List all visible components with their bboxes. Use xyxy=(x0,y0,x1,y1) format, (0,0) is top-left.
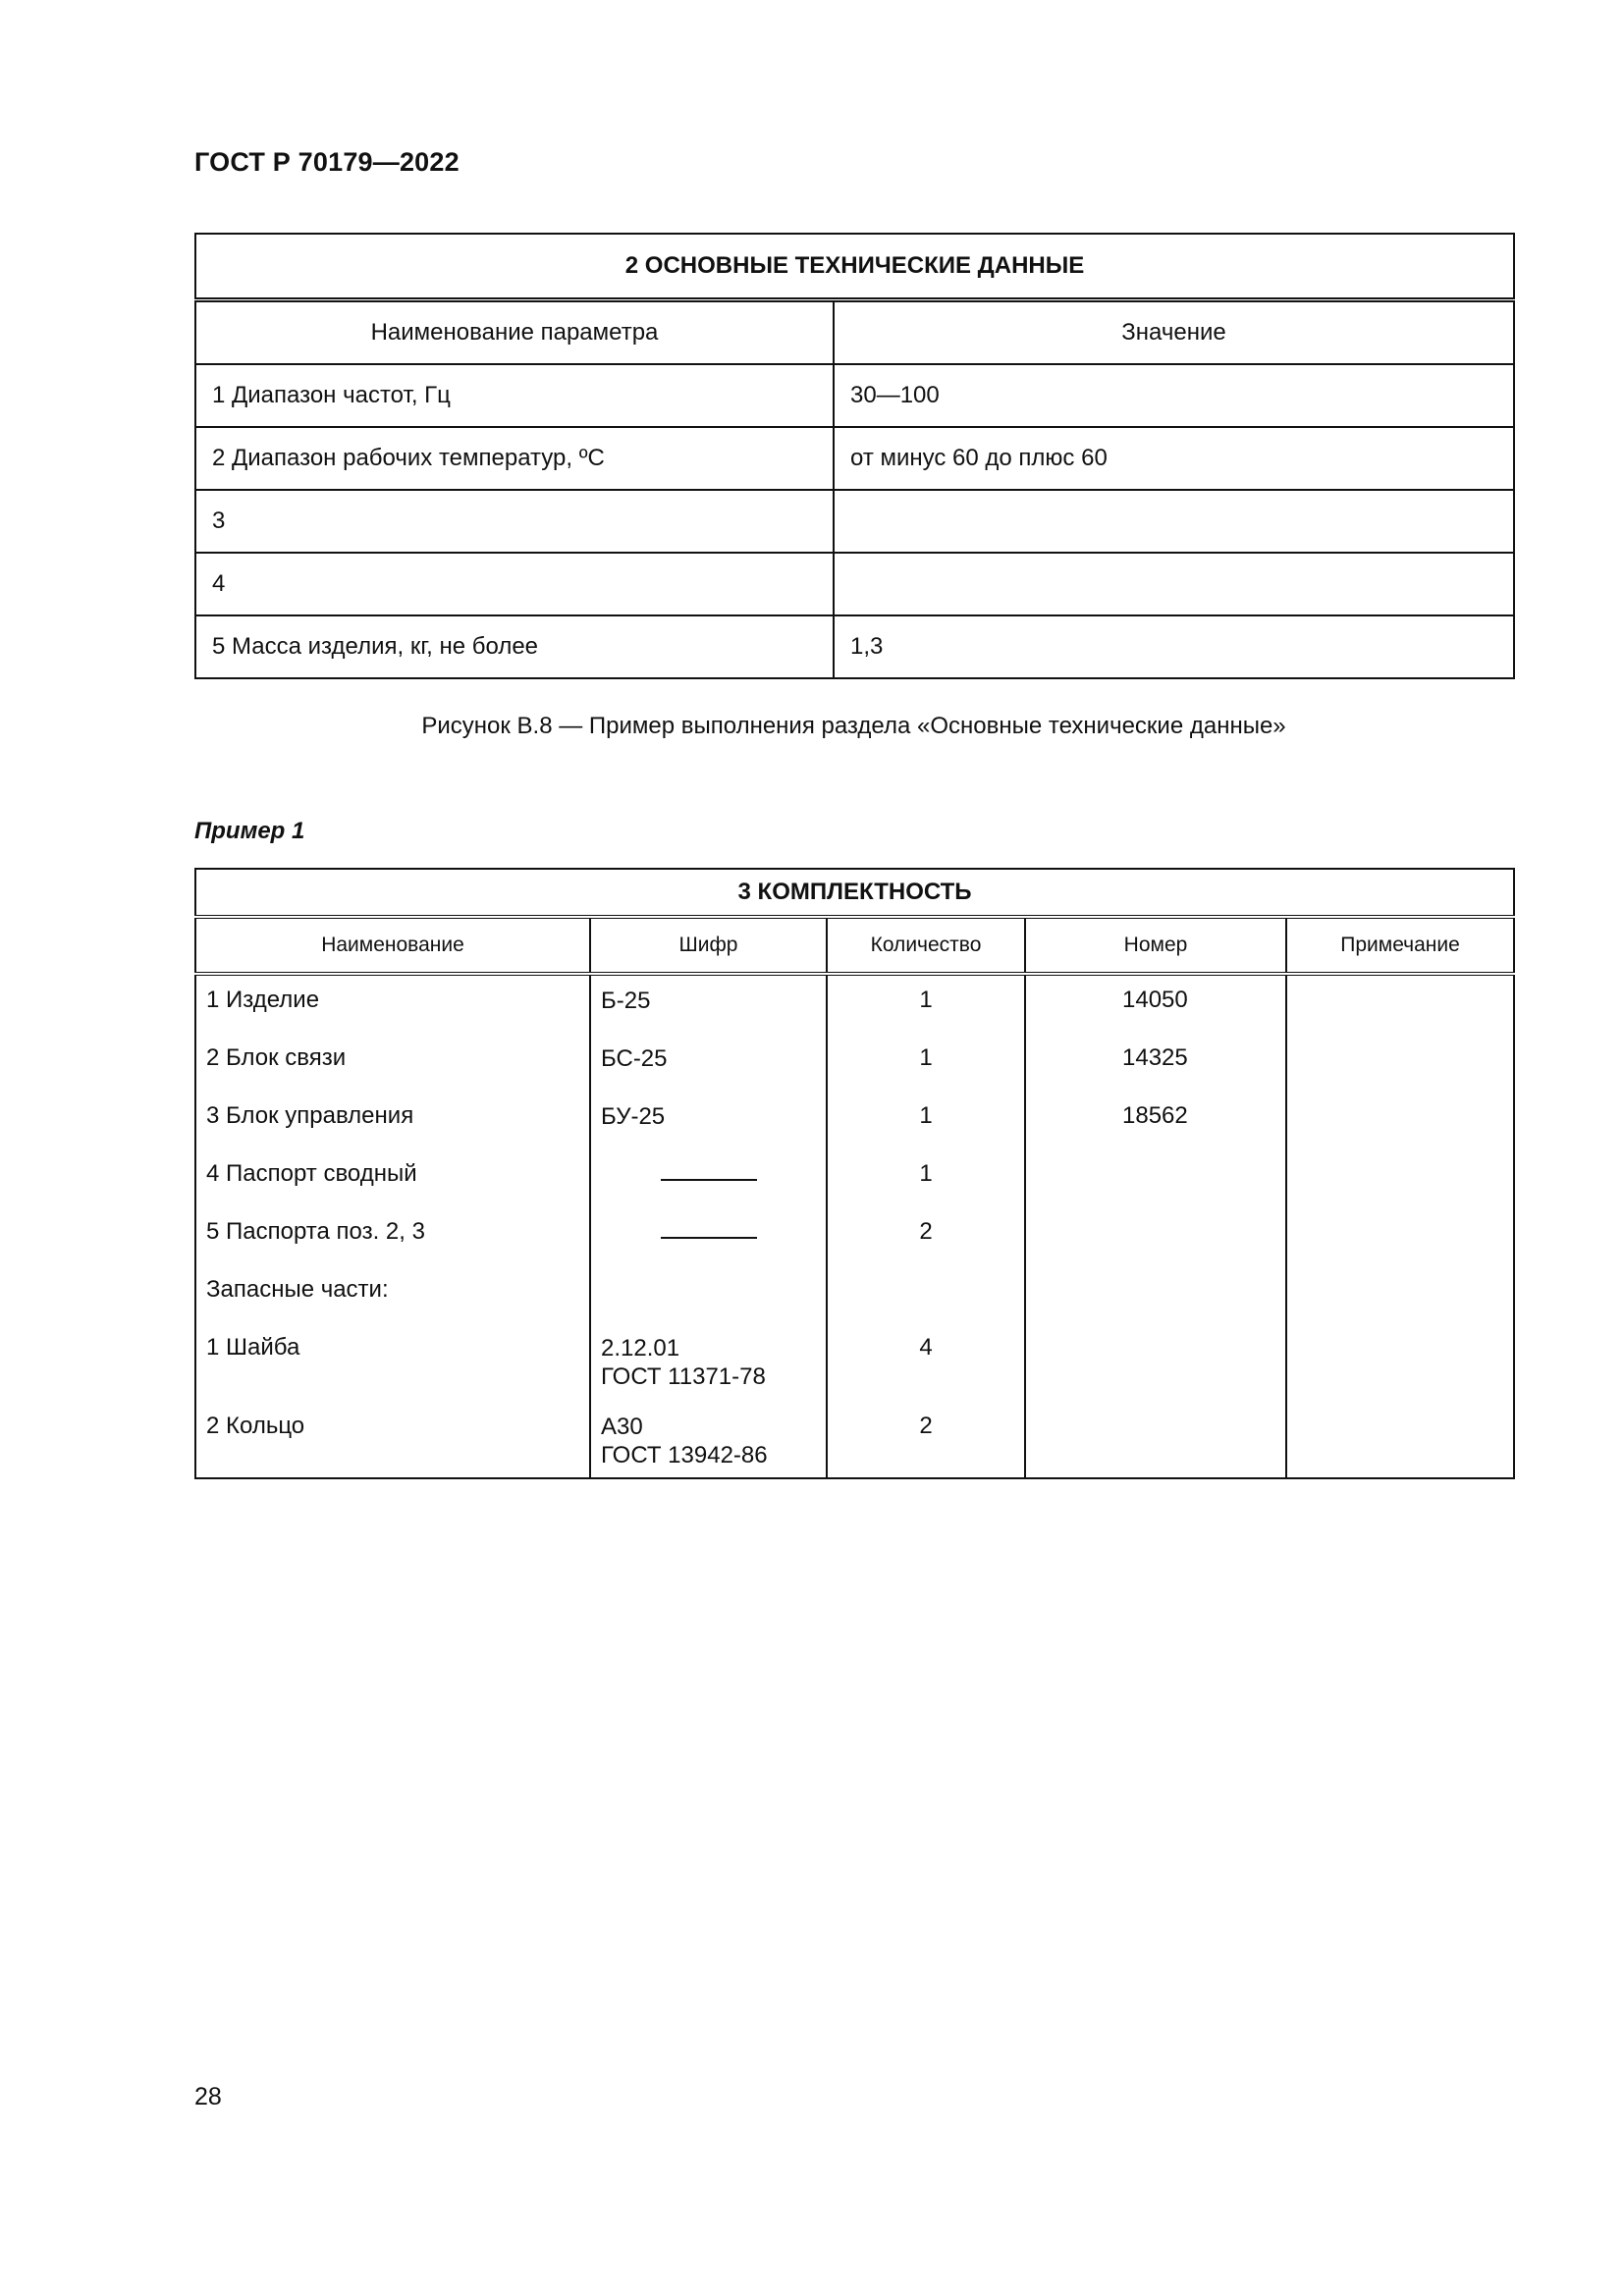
quantity-cell: 1 xyxy=(827,1092,1025,1149)
number-cell: 18562 xyxy=(1025,1092,1286,1149)
name-cell: 3 Блок управления xyxy=(195,1092,590,1149)
table-row xyxy=(195,364,1514,427)
value-cell xyxy=(834,490,1514,553)
blank-dash xyxy=(661,1161,757,1181)
cipher-text: А30 xyxy=(601,1414,643,1440)
note-cell xyxy=(1286,1034,1514,1092)
name-cell: 2 Блок связи xyxy=(195,1034,590,1092)
table-row xyxy=(195,1207,1514,1265)
value-cell: 1,3 xyxy=(834,615,1514,678)
note-cell xyxy=(1286,1149,1514,1207)
quantity-cell: 4 xyxy=(827,1323,1025,1402)
technical-data-table xyxy=(194,233,1515,679)
table-row xyxy=(195,490,1514,553)
column-header-name: Наименование xyxy=(195,917,590,974)
note-cell xyxy=(1286,1092,1514,1149)
cipher-text: Б-25 xyxy=(601,988,651,1014)
completeness-table xyxy=(194,868,1515,1479)
number-cell xyxy=(1025,1265,1286,1323)
parameter-cell: 4 xyxy=(195,553,834,615)
cipher-standard: ГОСТ 11371-78 xyxy=(601,1363,766,1390)
table-row xyxy=(195,1092,1514,1149)
name-cell: Запасные части: xyxy=(195,1265,590,1323)
quantity-cell: 2 xyxy=(827,1207,1025,1265)
cipher-text: БУ-25 xyxy=(601,1103,666,1130)
quantity-cell: 1 xyxy=(827,1149,1025,1207)
table-row xyxy=(195,427,1514,490)
table-row xyxy=(195,1149,1514,1207)
column-header-quantity: Количество xyxy=(827,917,1025,974)
parameter-cell: 2 Диапазон рабочих температур, ºС xyxy=(195,427,834,490)
note-cell xyxy=(1286,1265,1514,1323)
column-header-parameter: Наименование параметра xyxy=(195,300,834,365)
cipher-standard: ГОСТ 13942-86 xyxy=(601,1442,768,1468)
table-title: 3 КОМПЛЕКТНОСТЬ xyxy=(195,869,1514,917)
figure-caption: Рисунок В.8 — Пример выполнения раздела «Основные технические данные» xyxy=(421,713,1286,739)
column-header-cipher: Шифр xyxy=(590,917,827,974)
value-cell xyxy=(834,553,1514,615)
number-cell xyxy=(1025,1402,1286,1478)
number-cell xyxy=(1025,1323,1286,1402)
cipher-cell xyxy=(590,1149,827,1207)
quantity-cell: 2 xyxy=(827,1402,1025,1478)
column-header-value: Значение xyxy=(834,300,1514,365)
quantity-cell xyxy=(827,1265,1025,1323)
example-label: Пример 1 xyxy=(194,818,305,844)
column-header-note: Примечание xyxy=(1286,917,1514,974)
note-cell xyxy=(1286,974,1514,1034)
table-row xyxy=(195,974,1514,1034)
name-cell: 1 Изделие xyxy=(195,974,590,1034)
cipher-cell xyxy=(590,1207,827,1265)
number-cell: 14050 xyxy=(1025,974,1286,1034)
table-title: 2 ОСНОВНЫЕ ТЕХНИЧЕСКИЕ ДАННЫЕ xyxy=(195,234,1514,300)
table-row xyxy=(195,553,1514,615)
name-cell: 4 Паспорт сводный xyxy=(195,1149,590,1207)
quantity-cell: 1 xyxy=(827,1034,1025,1092)
blank-dash xyxy=(661,1219,757,1239)
quantity-cell: 1 xyxy=(827,974,1025,1034)
table-row xyxy=(195,1402,1514,1478)
document-header: ГОСТ Р 70179—2022 xyxy=(194,147,460,177)
name-cell: 2 Кольцо xyxy=(195,1402,590,1478)
table-row xyxy=(195,1323,1514,1402)
cipher-text: 2.12.01 xyxy=(601,1335,680,1362)
column-header-number: Номер xyxy=(1025,917,1286,974)
value-cell: от минус 60 до плюс 60 xyxy=(834,427,1514,490)
name-cell: 1 Шайба xyxy=(195,1323,590,1402)
cipher-text: БС-25 xyxy=(601,1045,668,1072)
note-cell xyxy=(1286,1207,1514,1265)
cipher-cell xyxy=(590,1323,827,1402)
cipher-cell xyxy=(590,974,827,1034)
number-cell xyxy=(1025,1149,1286,1207)
number-cell xyxy=(1025,1207,1286,1265)
cipher-cell xyxy=(590,1402,827,1478)
note-cell xyxy=(1286,1402,1514,1478)
parameter-cell: 1 Диапазон частот, Гц xyxy=(195,364,834,427)
number-cell: 14325 xyxy=(1025,1034,1286,1092)
name-cell: 5 Паспорта поз. 2, 3 xyxy=(195,1207,590,1265)
value-cell: 30—100 xyxy=(834,364,1514,427)
page-number: 28 xyxy=(194,2083,222,2110)
table-row xyxy=(195,1034,1514,1092)
parameter-cell: 5 Масса изделия, кг, не более xyxy=(195,615,834,678)
cipher-cell xyxy=(590,1092,827,1149)
table-row xyxy=(195,1265,1514,1323)
parameter-cell: 3 xyxy=(195,490,834,553)
note-cell xyxy=(1286,1323,1514,1402)
table-row xyxy=(195,615,1514,678)
cipher-cell xyxy=(590,1265,827,1323)
cipher-cell xyxy=(590,1034,827,1092)
